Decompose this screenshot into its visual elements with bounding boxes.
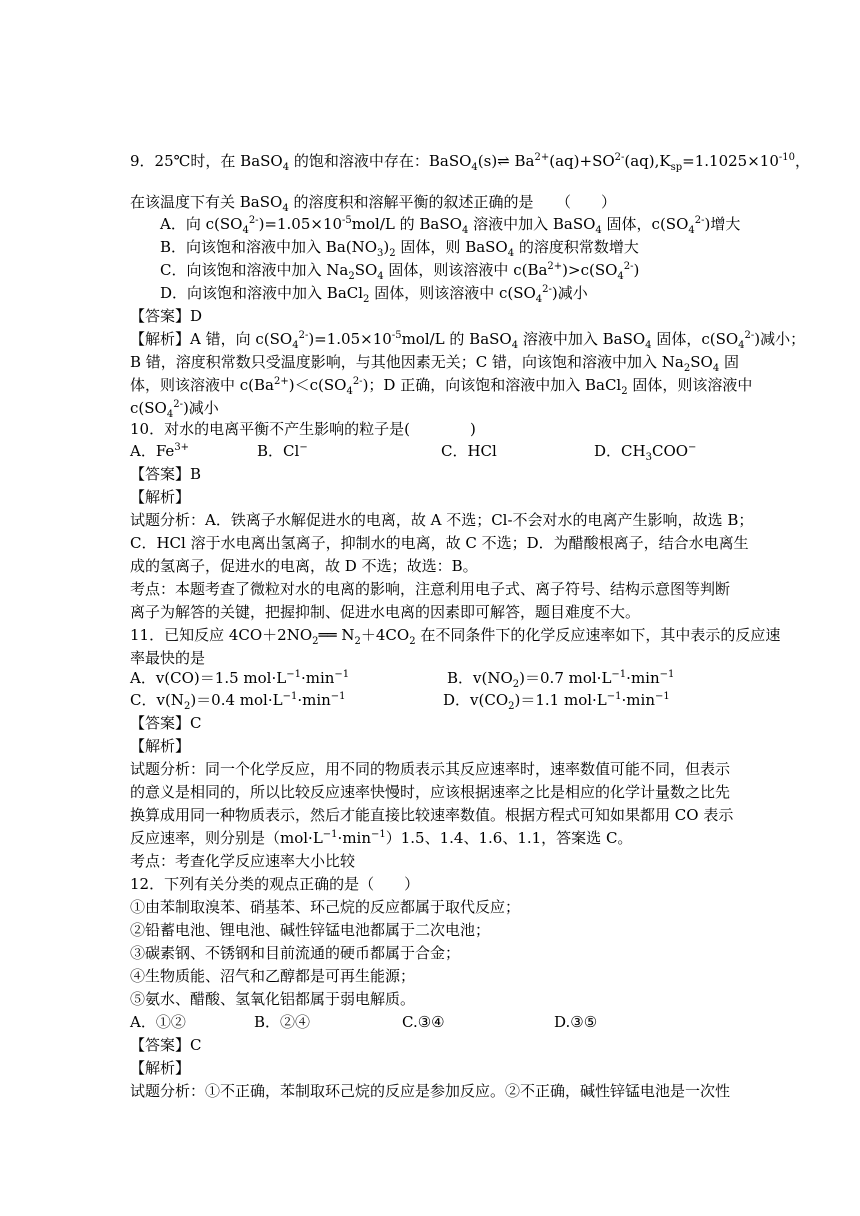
q12-stem: 12．下列有关分类的观点正确的是（ ） [130,875,420,893]
q11-option-b: B．$v(NO_2)=0.7$ $mol\cdot L^{-1}\cdot\min^{-1}$ [447,669,675,690]
q9-option-c: C．向该饱和溶液中加入 $Na_2SO_4$ 固体，则该溶液中 $c(Ba^{2+})>c(SO_4^{2-})$ [160,261,640,282]
q11-explanation-line4: 反应速率，则分别是$(mol\cdot L^{-1}\cdot\min^{-1})1.5$、1.4、1.6、1.1，答案选 C。 [130,829,633,847]
q9-option-a: A．向 $c(SO_4^{2-})=1.05\times 10^{-5}mol/L$ 的 BaSO$_4$ 溶液中加入 BaSO$_4$ 固体，$c(SO_4^{2-})$增大 [160,215,741,236]
q9-stem-line2: 在该温度下有关 BaSO$_4$ 的溶度积和溶解平衡的叙述正确的是 （ ） [130,193,616,214]
q9-stem-line1: 9．25℃时，在 BaSO$_4$ 的饱和溶液中存在：BaSO$_4$(s)⇌ $Ba^{2+}(aq)+SO^{2-}(aq),K_{sp}=1.1025\times 10^{-10}$， [130,152,811,173]
q11-option-c: C．$v(N_2)=0.4$ $mol\cdot L^{-1}\cdot\min^{-1}$ [130,691,346,712]
q11-explanation-line1: 试题分析：同一个化学反应，用不同的物质表示其反应速率时，速率数值可能不同，但表示 [130,760,731,778]
q9-explanation-line4: $c(SO_4^{2-})$减小 [130,399,219,420]
q11-stem-line1: 11．已知反应 $4CO+2NO_2══$ $N_2+4CO_2$ 在不同条件下的化学反应速率如下，其中表示的反应速 [130,626,781,647]
q11-option-d: D．$v(CO_2)=1.1$ $mol\cdot L^{-1}\cdot\min^{-1}$ [443,691,670,712]
q12-option-b: B．②④ [254,1013,311,1031]
q10-explanation-line2: C．HCl 溶于水电离出氢离子，抑制水的电离，故 C 不选；D．为醋酸根离子，结合水电离生 [130,534,749,552]
q10-option-a: A．$Fe^{3+}$ [130,442,190,460]
q12-option-d: D.③⑤ [554,1013,598,1031]
q11-keypoint: 考点：考查化学反应速率大小比较 [130,852,356,870]
q10-option-d: D．$CH_3COO^-$ [594,442,697,463]
q12-option-a: A．①② [130,1013,186,1031]
q12-analysis-label: 【解析】 [130,1059,191,1077]
q9-option-b: B．向该饱和溶液中加入 $Ba(NO_3)_2$ 固体，则 BaSO$_4$ 的溶度积常数增大 [160,238,639,259]
q11-answer: 【答案】C [130,714,202,732]
q12-explanation-line1: 试题分析：①不正确，苯制取环己烷的反应是参加反应。②不正确，碱性锌锰电池是一次性 [130,1082,731,1100]
q10-answer: 【答案】B [130,465,202,483]
q10-option-b: B．Cl− [257,442,308,460]
q9-explanation-line1: 【解析】A 错，向 $c(SO_4^{2-})=1.05\times 10^{-5}mol/L$ 的 BaSO$_4$ 溶液中加入 BaSO$_4$ 固体，$c(SO_4^{2-})$减小； [130,330,806,351]
q12-statement-3: ③碳素钢、不锈钢和目前流通的硬币都属于合金； [130,944,461,962]
q10-explanation-line3: 成的氢离子，促进水的电离，故 D 不选；故选：B。 [130,557,478,575]
q10-keypoint-line1: 考点：本题考查了微粒对水的电离的影响，注意利用电子式、离子符号、结构示意图等判断 [130,580,731,598]
q11-explanation-line2: 的意义是相同的，所以比较反应速率快慢时，应该根据速率之比是相应的化学计量数之比先 [130,783,731,801]
q10-explanation-line1: 试题分析：A．铁离子水解促进水的电离，故 A 不选；Cl-不会对水的电离产生影响，故选 B； [130,511,754,529]
q9-answer: 【答案】D [130,307,203,325]
q12-statement-2: ②铅蓄电池、锂电池、碱性锌锰电池都属于二次电池； [130,921,491,939]
q11-analysis-label: 【解析】 [130,737,191,755]
q10-analysis-label: 【解析】 [130,488,191,506]
q11-stem-line2: 率最快的是 [130,649,206,667]
q10-option-c: C．HCl [441,442,497,460]
q9-option-d: D．向该饱和溶液中加入 BaCl$_2$ 固体，则该溶液中 $c(SO_4^{2-})$减小 [160,284,588,305]
q11-option-a: A．v(CO)＝1.5 $mol\cdot L^{-1}\cdot\min^{-1}$ [130,669,350,687]
q12-statement-1: ①由苯制取溴苯、硝基苯、环己烷的反应都属于取代反应； [130,898,521,916]
q9-explanation-line3: 体，则该溶液中 $c(Ba^{2+})<c(SO_4^{2-})$；D 正确，向该饱和溶液中加入 BaCl$_2$ 固体，则该溶液中 [130,376,753,397]
q9-explanation-line2: B 错，溶度积常数只受温度影响，与其他因素无关；C 错，向该饱和溶液中加入 $Na_2SO_4$ 固 [130,353,739,374]
q12-statement-4: ④生物质能、沼气和乙醇都是可再生能源； [130,967,416,985]
q12-statement-5: ⑤氨水、醋酸、氢氧化铝都属于弱电解质。 [130,990,416,1008]
q12-option-c: C.③④ [402,1013,445,1031]
q10-keypoint-line2: 离子为解答的关键，把握抑制、促进水电离的因素即可解答，题目难度不大。 [130,603,641,621]
q10-stem: 10．对水的电离平衡不产生影响的粒子是( ) [130,420,476,438]
q11-explanation-line3: 换算成用同一种物质表示，然后才能直接比较速率数值。根据方程式可知如果都用 CO 表示 [130,806,734,824]
q12-answer: 【答案】C [130,1036,202,1054]
